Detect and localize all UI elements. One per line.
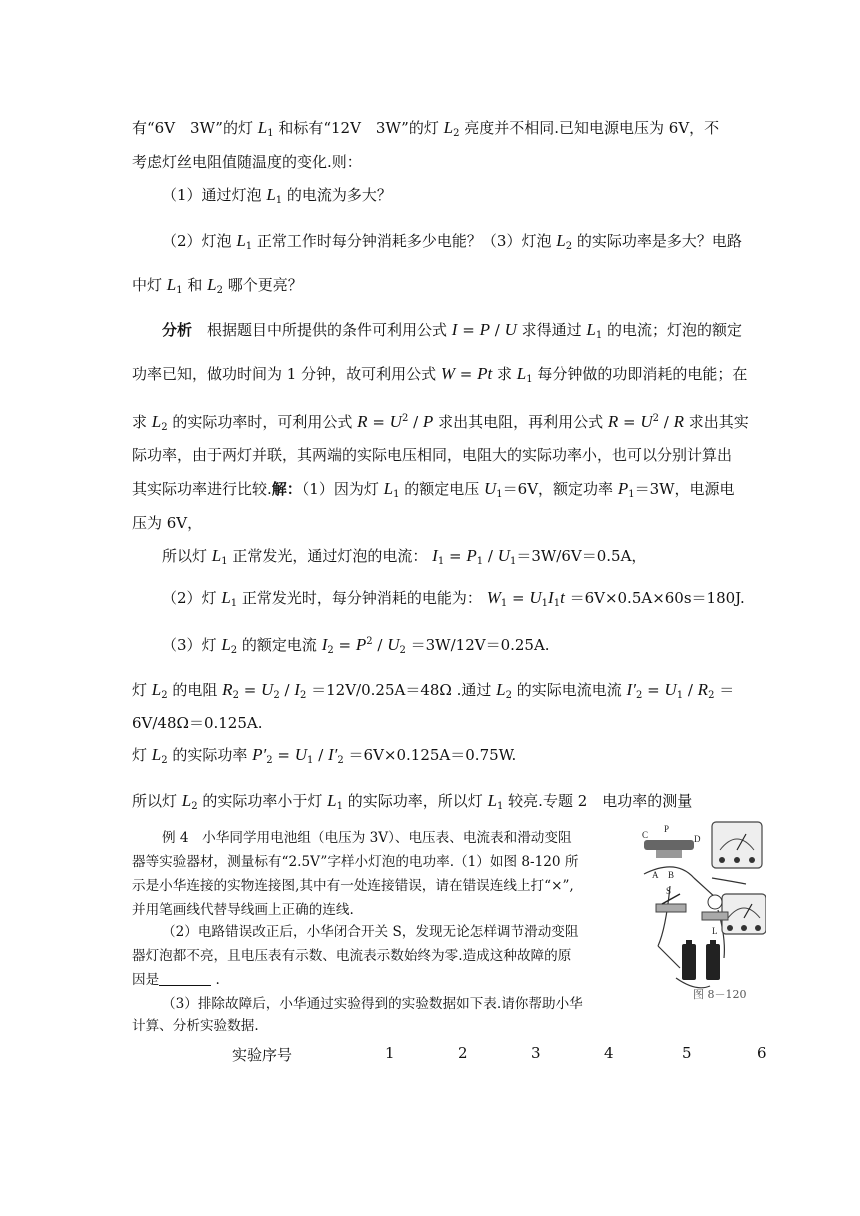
question-1: （1）通过灯泡 $L_1$ 的电流为多大？ [162, 185, 392, 206]
analysis-line-1: 分析 根据题目中所提供的条件可利用公式 I = P / U 求得通过 $L_1$ 的电流；灯泡的额定 [162, 320, 743, 341]
problem-line-1: 有“6V 3W”的灯 $L_1$ 和标有“12V 3W”的灯 $L_2$ 亮度并不相同.已知电源电压为 6V，不 [132, 118, 720, 139]
label-C: C [642, 830, 649, 840]
table-col-4: 4 [604, 1044, 614, 1062]
example-4-line-3: 示是小华连接的实物连接图,其中有一处连接错误，请在错误连线上打“×”, [132, 878, 574, 894]
analysis-line-3: 求 $L_2$ 的实际功率时，可利用公式 $R = U^2 / P$ 求出其电阻，再利用公式 $R = U^2 / R$ 求出其实 [132, 412, 749, 433]
voltmeter [712, 822, 762, 868]
label-A: A [652, 870, 659, 880]
solution-line-1: 所以灯 $L_1$ 正常发光，通过灯泡的电流： $I_1 = P_1 / U_1=3W/6V=0.5A$， [162, 546, 647, 567]
table-col-1: 1 [385, 1044, 395, 1062]
solution-line-2: （2）灯 $L_1$ 正常发光时，每分钟消耗的电能为： $W_1 = U_1I_1t =6V\times 0.5A\times 60s=180J$. [162, 588, 745, 609]
example-4-line-7: 因是 . [132, 972, 220, 988]
ammeter [722, 894, 766, 934]
solution-line-4: 灯 $L_2$ 的电阻 $R_2 = U_2 / I_2 =12V/0.25A=48\Omega$ .通过 $L_2$ 的实际电流电流 $I'_2 = U_1 / R_2$ ＝ [132, 680, 735, 701]
label-B: B [668, 870, 675, 880]
table-col-2: 2 [458, 1044, 468, 1062]
example-4-line-1: 例 4 小华同学用电池组（电压为 3V）、电压表、电流表和滑动变阻 [162, 830, 572, 846]
example-4-line-5: （2）电路错误改正后，小华闭合开关 S，发现无论怎样调节滑动变阻 [162, 924, 579, 940]
example-4-line-6: 器灯泡都不亮，且电压表有示数、电流表示数始终为零.造成这种故障的原 [132, 948, 572, 964]
solution-line-6: 灯 $L_2$ 的实际功率 $P'_2 = U_1 / I'_2 =6V\times 0.125A=0.75W$. [132, 745, 517, 766]
label-S: S [666, 886, 672, 896]
example-4-line-8: （3）排除故障后，小华通过实验得到的实验数据如下表.请你帮助小华 [162, 996, 583, 1012]
analysis-line-4: 际功率，由于两灯并联，其两端的实际电压相同，电阻大的实际功率小，也可以分别计算出 [132, 446, 733, 464]
rheostat [644, 840, 694, 858]
example-4-line-9: 计算、分析实验数据. [132, 1018, 259, 1034]
label-L: L [712, 926, 718, 936]
answer-blank [159, 971, 211, 986]
solution-line-7: 所以灯 $L_2$ 的实际功率小于灯 $L_1$ 的实际功率，所以灯 $L_1$ 较亮.专题 2 电功率的测量 [132, 791, 693, 812]
table-col-3: 3 [531, 1044, 541, 1062]
table-header-label: 实验序号 [232, 1046, 293, 1064]
circuit-figure [636, 818, 766, 1008]
analysis-line-5: 其实际功率进行比较.解：（1）因为灯 $L_1$ 的额定电压 $U_1=6V$，额定功率 $P_1=3W$，电源电 [132, 479, 735, 500]
label-D: D [694, 834, 701, 844]
table-col-6: 6 [757, 1044, 767, 1062]
example-4-line-2: 器等实验器材，测量标有“2.5V”字样小灯泡的电功率.（1）如图 8-120 所 [132, 854, 579, 870]
figure-caption: 图 8－120 [693, 988, 747, 1001]
analysis-line-2: 功率已知，做功时间为 1 分钟，故可利用公式 W = Pt 求 $L_1$ 每分钟做的功即消耗的电能；在 [132, 364, 748, 385]
question-3-end: 中灯 $L_1$ 和 $L_2$ 哪个更亮？ [132, 275, 303, 296]
table-col-5: 5 [682, 1044, 692, 1062]
analysis-line-6: 压为 6V， [132, 514, 203, 532]
solution-line-3: （3）灯 $L_2$ 的额定电流 $I_2 = P^2 / U_2 =3W/12V=0.25A$. [162, 635, 550, 656]
solution-line-5: 6V/48Ω＝0.125A. [132, 714, 263, 732]
switch [656, 894, 686, 912]
question-2-3: （2）灯泡 $L_1$ 正常工作时每分钟消耗多少电能？（3）灯泡 $L_2$ 的实际功率是多大？电路 [162, 231, 742, 252]
label-P: P [664, 824, 670, 834]
problem-line-2: 考虑灯丝电阻值随温度的变化.则： [132, 153, 362, 171]
example-4-line-4: 并用笔画线代替导线画上正确的连线. [132, 902, 354, 918]
battery [682, 940, 720, 980]
